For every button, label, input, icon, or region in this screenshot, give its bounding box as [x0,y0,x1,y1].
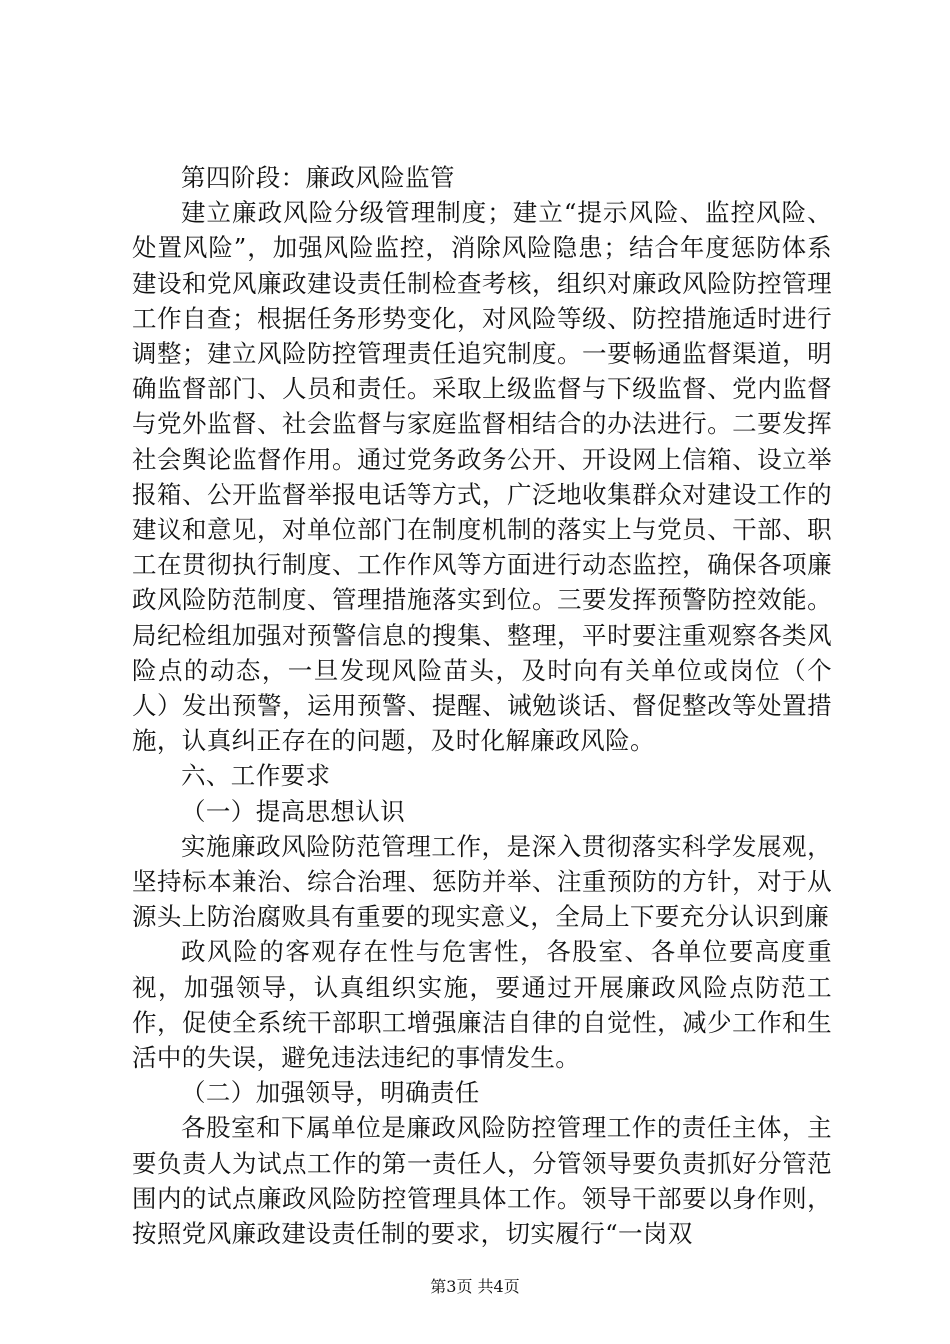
document-body [132,160,832,1251]
subsection2-heading: （二）加强领导，明确责任 [181,1078,480,1108]
stage4-heading: 第四阶段：廉政风险监管 [181,163,455,192]
subsection2-paragraph: 各股室和下属单位是廉政风险防控管理工作的责任主体，主要负责人为试点工作的第一责任人，分管领导要负责抓好分管范围内的试点廉政风险防控管理具体工作。领导干部要以身作则，按照党风廉政建设责任制的要求，切实履行“一岗双 [132,1113,832,1249]
subsection1-heading: （一）提高思想认识 [181,796,406,826]
subsection1-paragraph-b: 政风险的客观存在性与危害性，各股室、各单位要高度重视，加强领导，认真组织实施，要通过开展廉政风险点防范工作，促使全系统干部职工增强廉洁自律的自觉性，减少工作和生活中的失误，避免违法违纪的事情发生。 [132,937,832,1073]
stage4-paragraph: 建立廉政风险分级管理制度；建立“提示风险、监控风险、处置风险”，加强风险监控，消除风险隐患；结合年度惩防体系建设和党风廉政建设责任制检查考核，组织对廉政风险防控管理工作自查；根据任务形势变化，对风险等级、防控措施适时进行调整；建立风险防控管理责任追究制度。一要畅通监督渠道，明确监督部门、人员和责任。采取上级监督与下级监督、党内监督与党外监督、社会监督与家庭监督相结合的办法进行。二要发挥社会舆论监督作用。通过党务政务公开、开设网上信箱、设立举报箱、公开监督举报电话等方式，广泛地收集群众对建设工作的建议和意见，对单位部门在制度机制的落实上与党员、干部、职工在贯彻执行制度、工作作风等方面进行动态监控，确保各项廉政风险防范制度、管理措施落实到位。三要发挥预警防控效能。局纪检组加强对预警信息的搜集、整理，平时要注重观察各类风险点的动态，一旦发现风险苗头，及时向有关单位或岗位（个人）发出预警，运用预警、提醒、诫勉谈话、督促整改等处置措施，认真纠正存在的问题，及时化解廉政风险。 [132,198,832,756]
section6-heading: 六、工作要求 [181,761,331,791]
subsection1-paragraph-a: 实施廉政风险防范管理工作，是深入贯彻落实科学发展观，坚持标本兼治、综合治理、惩防并举、注重预防的方针，对于从源头上防治腐败具有重要的现实意义，全局上下要充分认识到廉 [132,831,832,932]
page-number-footer: 第3页 共4页 [430,1277,520,1296]
